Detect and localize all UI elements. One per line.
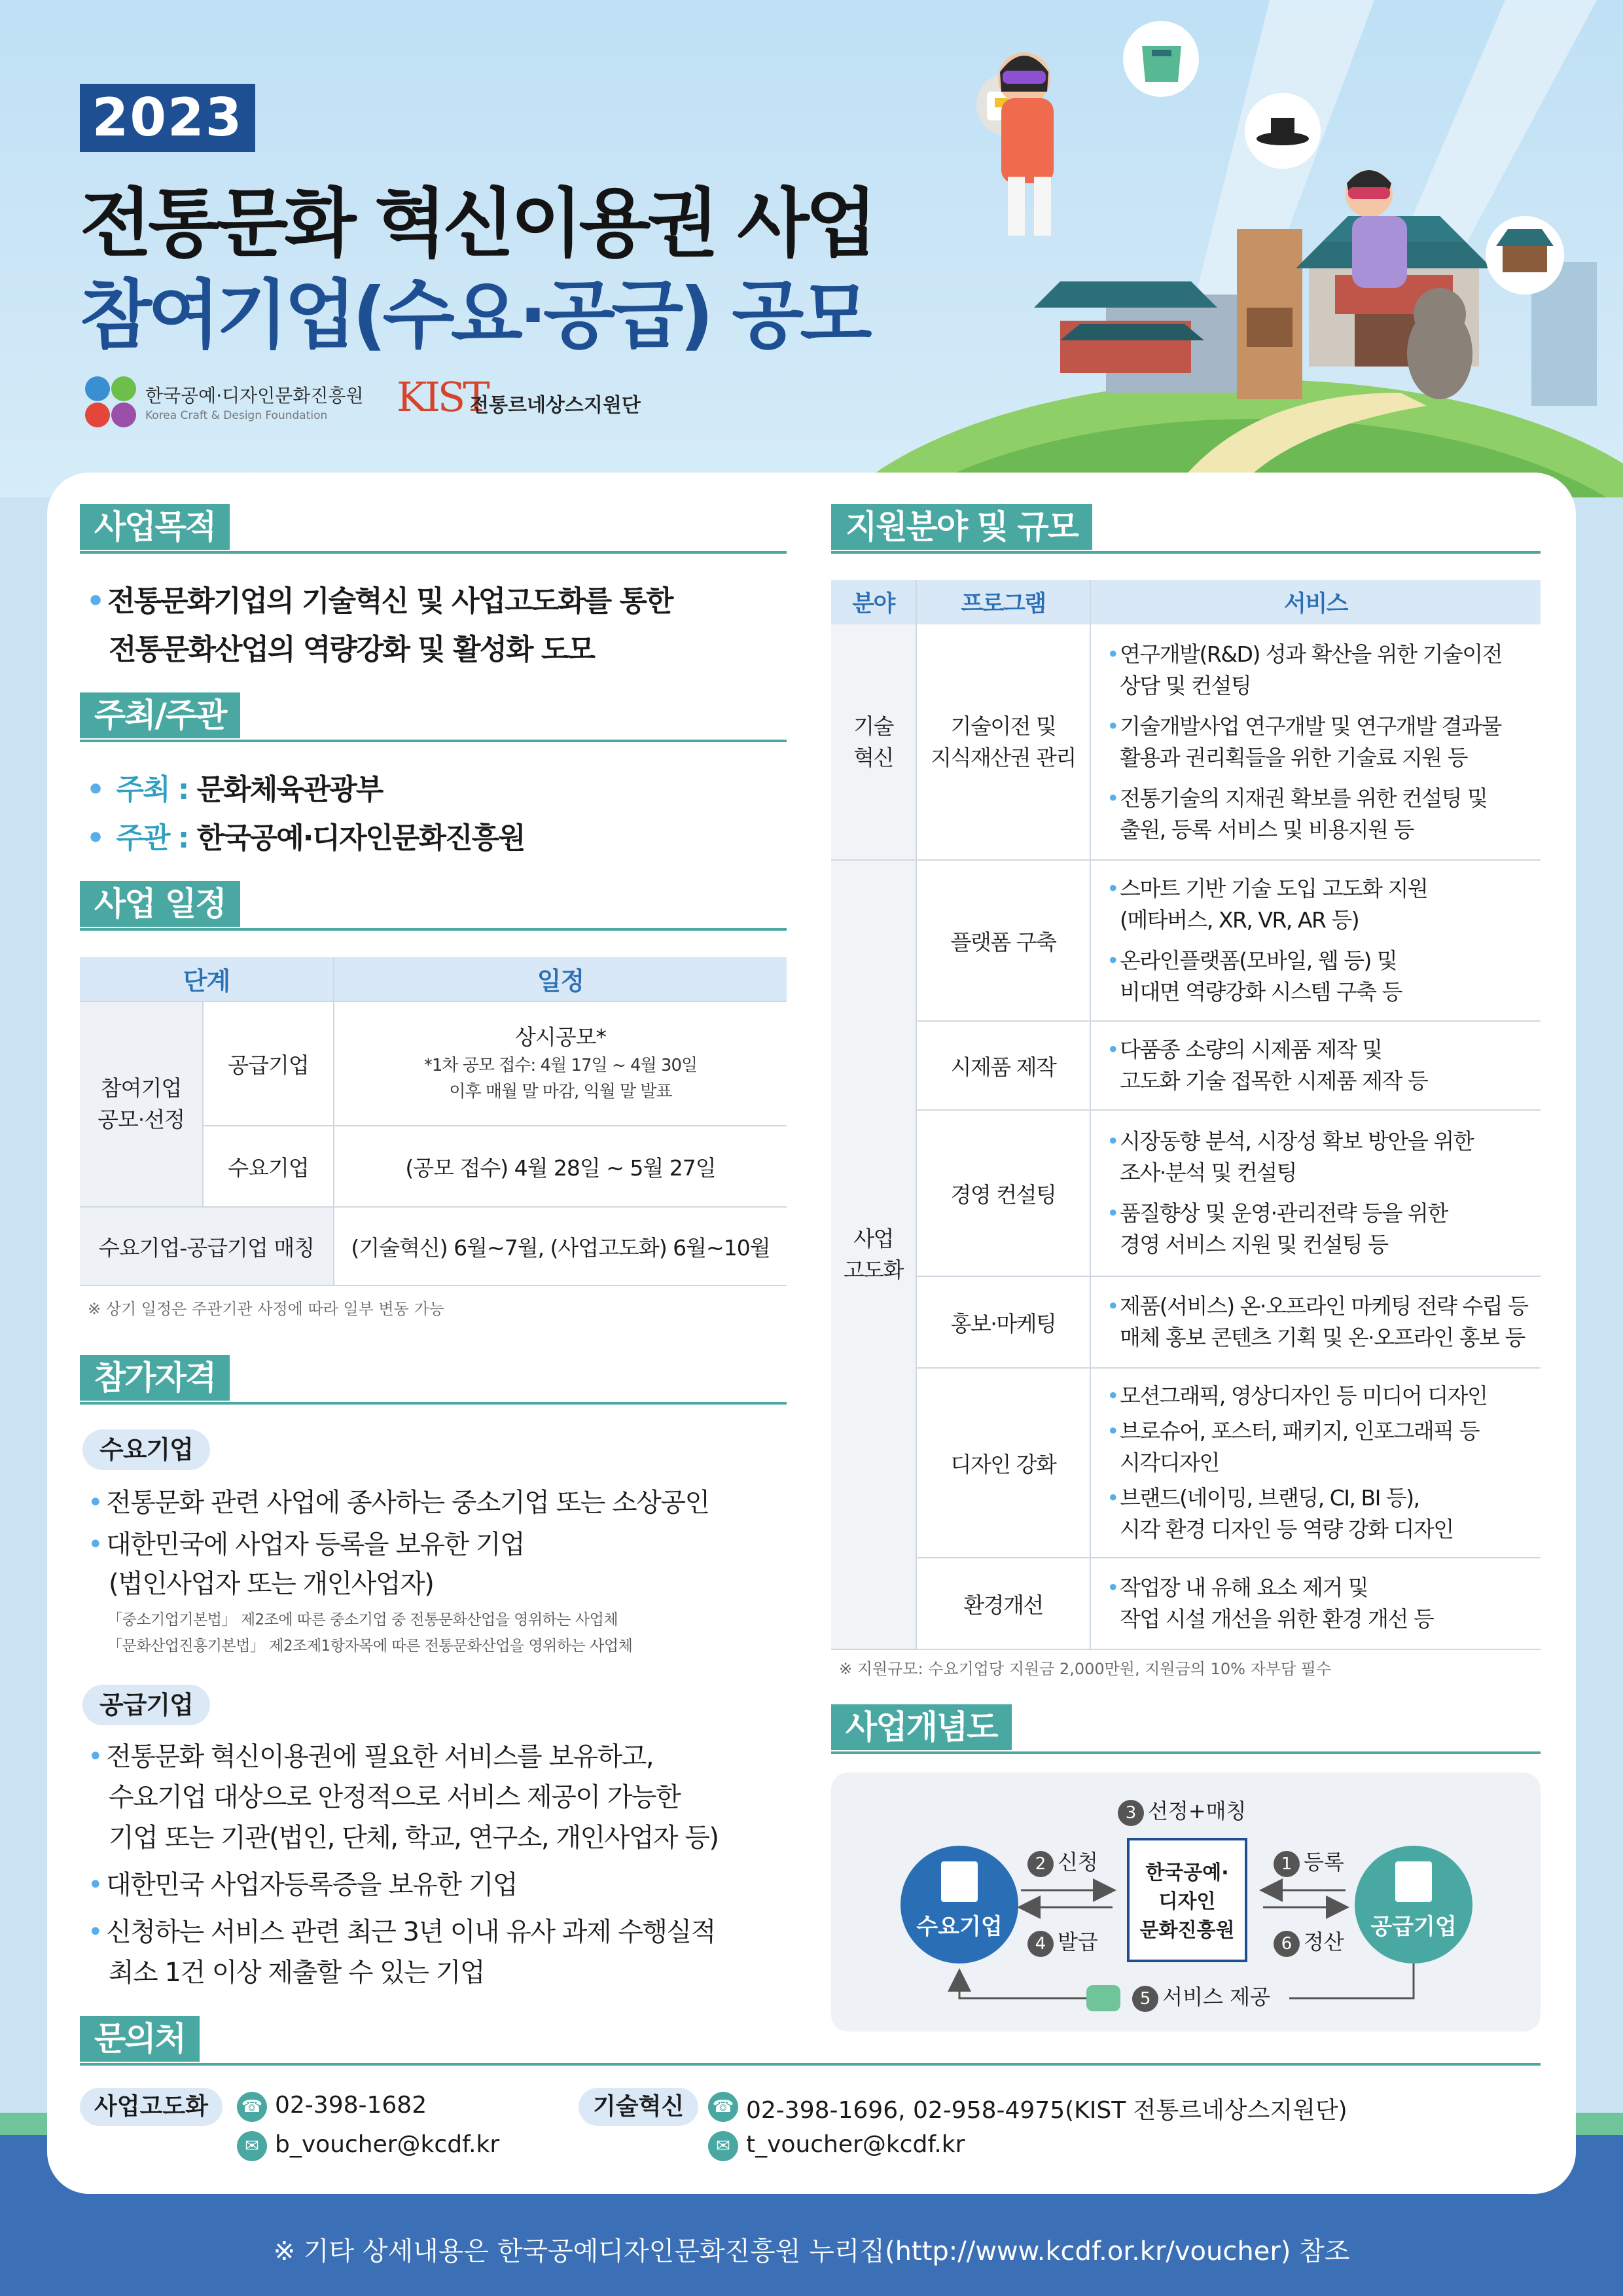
section-heading: 참가자격 — [80, 1355, 230, 1401]
section-host — [80, 692, 787, 738]
service-item: • 브로슈어, 포스터, 패키지, 인포그래픽 등 시각디자인 — [1107, 1416, 1541, 1479]
program-name: 경영 컨설팅 — [916, 1110, 1090, 1276]
contact-label-advance: 사업고도화 — [80, 2088, 223, 2126]
service-item: • 시장동향 분석, 시장성 확보 방안을 위한 조사·분석 및 컨설팅 — [1107, 1126, 1541, 1189]
stage-matching: 수요기업-공급기업 매칭 — [80, 1207, 334, 1285]
col-header-service: 서비스 — [1090, 580, 1541, 624]
service-item: • 전통기술의 지재권 확보를 위한 컨설팅 및 출원, 등록 서비스 및 비용지원 등 — [1107, 783, 1541, 846]
demand-item: (법인사업자 또는 개인사업자) — [109, 1569, 434, 1599]
step-label: 선정+매칭 — [1148, 1799, 1247, 1823]
program-name: 시제품 제작 — [916, 1021, 1090, 1110]
year-badge: 2023 — [80, 84, 255, 152]
step-number: 2 — [1027, 1851, 1054, 1877]
step-apply — [1027, 1846, 1098, 1877]
service-item: • 온라인플랫폼(모바일, 웹 등) 및 비대면 역량강화 시스템 구축 등 — [1107, 945, 1541, 1008]
service-cell — [1090, 860, 1541, 1021]
section-contact — [80, 2016, 1541, 2062]
stage-demand: 수요기업 — [203, 1126, 334, 1207]
stage-group: 참여기업 공모·선정 — [80, 1001, 203, 1207]
section-heading: 사업 일정 — [80, 881, 240, 927]
support-table — [831, 580, 1541, 1650]
contact-label-tech: 기술혁신 — [579, 2088, 698, 2126]
demand-company-node — [901, 1846, 1018, 1964]
col-header-date: 일정 — [334, 957, 787, 1001]
phone-icon: ☎ — [708, 2092, 738, 2122]
demand-item: • 대한민국에 사업자 등록을 보유한 기업 — [88, 1524, 524, 1561]
step-issue — [1027, 1926, 1098, 1957]
section-schedule — [80, 881, 787, 927]
section-eligibility — [80, 1355, 787, 1401]
kcdf-name-en: Korea Craft & Design Foundation — [145, 409, 328, 422]
service-cell — [1090, 1021, 1541, 1110]
step-settle — [1274, 1926, 1344, 1957]
support-note: ※ 지원규모: 수요기업당 지원금 2,000만원, 지원금의 10% 자부담 필수 — [839, 1660, 1332, 1678]
supplier-date-cell — [334, 1001, 787, 1126]
step-select-matching — [1118, 1795, 1246, 1826]
step-label: 정산 — [1304, 1929, 1344, 1954]
program-name: 기술이전 및 지식재산권 관리 — [916, 624, 1090, 860]
step-number: 1 — [1274, 1851, 1300, 1877]
schedule-table — [80, 957, 787, 1286]
kist-logo: KIST — [397, 373, 488, 421]
section-concept — [831, 1704, 1541, 1750]
contact-email[interactable]: b_voucher@kcdf.kr — [275, 2131, 500, 2158]
program-name: 플랫폼 구축 — [916, 860, 1090, 1021]
schedule-note: ※ 상기 일정은 주관기관 사정에 따라 일부 변동 가능 — [88, 1300, 444, 1318]
header-banner — [0, 0, 1623, 497]
step-label: 등록 — [1304, 1850, 1344, 1874]
step-label: 서비스 제공 — [1162, 1984, 1270, 2009]
section-heading: 지원분야 및 규모 — [831, 504, 1092, 550]
supply-node-label: 공급기업 — [1370, 1914, 1457, 1940]
step-label: 발급 — [1058, 1929, 1098, 1954]
contact-phone[interactable]: 02-398-1682 — [275, 2092, 427, 2119]
divider — [80, 551, 787, 554]
service-item: • 작업장 내 유해 요소 제거 및 작업 시설 개선을 위한 환경 개선 등 — [1107, 1572, 1541, 1635]
purpose-line: • 전통문화기업의 기술혁신 및 사업고도화를 통한 — [86, 577, 672, 619]
field-tech: 기술 혁신 — [831, 624, 916, 860]
program-name: 환경개선 — [916, 1558, 1090, 1649]
stage-supplier: 공급기업 — [203, 1001, 334, 1126]
divider — [80, 1402, 787, 1405]
section-support — [831, 504, 1541, 550]
supply-item: • 전통문화 혁신이용권에 필요한 서비스를 보유하고, — [88, 1736, 653, 1773]
purpose-line: 전통문화산업의 역량강화 및 활성화 도모 — [109, 633, 594, 666]
demand-label: 수요기업 — [82, 1429, 210, 1470]
contact-phone[interactable]: 02-398-1696, 02-958-4975(KIST 전통르네상스지원단) — [746, 2097, 1347, 2124]
supply-label: 공급기업 — [82, 1685, 210, 1725]
demand-node-label: 수요기업 — [916, 1914, 1003, 1940]
phone-icon: ☎ — [237, 2092, 267, 2122]
demand-date: (공모 접수) 4월 28일 ~ 5월 27일 — [334, 1126, 787, 1207]
service-cell — [1090, 624, 1541, 860]
email-icon: ✉ — [237, 2131, 267, 2161]
page-title: 전통문화 혁신이용권 사업 — [80, 180, 874, 267]
divider — [831, 551, 1541, 554]
step-number: 3 — [1118, 1800, 1144, 1826]
service-cell — [1090, 1368, 1541, 1558]
demand-note: 「중소기업기본법」 제2조에 따른 중소기업 중 전통문화산업을 영위하는 사업체 — [107, 1611, 618, 1628]
building-icon — [941, 1861, 978, 1902]
kist-unit-name: 전통르네상스지원단 — [470, 394, 641, 417]
email-icon: ✉ — [708, 2131, 738, 2161]
supply-item: 최소 1건 이상 제출할 수 있는 기업 — [109, 1958, 485, 1988]
kcdf-name: 한국공예·디자인문화진흥원 — [145, 385, 364, 406]
demand-item: • 전통문화 관련 사업에 종사하는 중소기업 또는 소상공인 — [88, 1482, 709, 1519]
service-item: • 품질향상 및 운영·관리전략 등을 위한 경영 서비스 지원 및 컨설팅 등 — [1107, 1198, 1541, 1261]
section-purpose — [80, 504, 787, 550]
concept-diagram — [831, 1772, 1541, 2032]
section-heading: 문의처 — [80, 2016, 200, 2062]
service-cell — [1090, 1110, 1541, 1276]
supply-item: 수요기업 대상으로 안정적으로 서비스 제공이 가능한 — [109, 1782, 681, 1812]
matching-date: (기술혁신) 6월~7월, (사업고도화) 6월~10월 — [334, 1207, 787, 1285]
section-heading: 사업목적 — [80, 504, 230, 550]
step-number: 5 — [1132, 1986, 1158, 2012]
host-value: 문화체육관광부 — [196, 773, 383, 806]
col-header-stage: 단계 — [80, 957, 334, 1001]
service-cell — [1090, 1558, 1541, 1649]
step-register — [1274, 1846, 1344, 1877]
organizer-row — [86, 814, 524, 856]
kcdf-logo-icon — [85, 376, 137, 429]
supplier-date-note: 이후 매월 말 마감, 익월 말 발표 — [449, 1082, 672, 1102]
supplier-date-note: *1차 공모 접수: 4월 17일 ~ 4월 30일 — [423, 1056, 698, 1075]
divider — [80, 2063, 1541, 2066]
service-item: • 제품(서비스) 온·오프라인 마케팅 전략 수립 등 매체 홍보 콘텐츠 기획 및 온·오프라인 홍보 등 — [1107, 1291, 1541, 1354]
service-item: • 다품종 소량의 시제품 제작 및 고도화 기술 접목한 시제품 제작 등 — [1107, 1034, 1541, 1097]
service-item: • 브랜드(네이밍, 브랜딩, CI, BI 등), 시각 환경 디자인 등 역량 강화 디자인 — [1107, 1482, 1541, 1545]
page-subtitle: 참여기업(수요·공급) 공모 — [80, 272, 868, 359]
building-icon — [1395, 1861, 1432, 1902]
divider — [831, 1751, 1541, 1754]
col-header-field: 분야 — [831, 580, 916, 624]
service-item: • 모션그래픽, 영상디자인 등 미디어 디자인 — [1107, 1380, 1541, 1412]
divider — [80, 740, 787, 742]
program-name: 디자인 강화 — [916, 1368, 1090, 1558]
section-heading: 주최/주관 — [80, 692, 240, 738]
contact-email[interactable]: t_voucher@kcdf.kr — [746, 2131, 965, 2158]
field-advance: 사업 고도화 — [831, 860, 916, 1649]
footer-note: ※ 기타 상세내용은 한국공예디자인문화진흥원 누리집(http://www.kcdf.or.kr/voucher) 참조 — [273, 2236, 1350, 2267]
step-number: 6 — [1274, 1931, 1300, 1957]
col-header-program: 프로그램 — [916, 580, 1090, 624]
service-item: • 스마트 기반 기술 도입 고도화 지원 (메타버스, XR, VR, AR 등) — [1107, 873, 1541, 936]
divider — [80, 928, 787, 931]
kcdf-node: 한국공예· 디자인 문화진흥원 — [1127, 1838, 1247, 1962]
supply-item: • 대한민국 사업자등록증을 보유한 기업 — [88, 1864, 517, 1901]
host-row — [86, 766, 382, 808]
supplier-date: 상시공모* — [514, 1024, 606, 1050]
step-service — [1086, 1981, 1270, 2012]
organizer-label: 주관 : — [116, 821, 188, 855]
supply-item: • 신청하는 서비스 관련 최근 3년 이내 유사 과제 수행실적 — [88, 1911, 715, 1948]
service-cell — [1090, 1276, 1541, 1368]
step-label: 신청 — [1058, 1850, 1098, 1874]
host-label: 주최 : — [116, 773, 188, 806]
step-number: 4 — [1027, 1931, 1054, 1957]
service-item: • 연구개발(R&D) 성과 확산을 위한 기술이전 상담 및 컨설팅 — [1107, 639, 1541, 702]
handshake-icon — [1086, 1985, 1120, 2011]
supply-company-node — [1355, 1846, 1472, 1964]
organizer-value: 한국공예·디자인문화진흥원 — [196, 821, 525, 855]
supply-item: 기업 또는 기관(법인, 단체, 학교, 연구소, 개인사업자 등) — [109, 1823, 719, 1853]
service-item: • 기술개발사업 연구개발 및 연구개발 결과물 활용과 권리획들을 위한 기술료 지원 등 — [1107, 711, 1541, 774]
traditional-culture-illustration — [812, 0, 1623, 497]
program-name: 홍보·마케팅 — [916, 1276, 1090, 1368]
demand-note: 「문화산업진흥기본법」 제2조제1항자목에 따른 전통문화산업을 영위하는 사업체 — [107, 1638, 633, 1655]
section-heading: 사업개념도 — [831, 1704, 1012, 1750]
